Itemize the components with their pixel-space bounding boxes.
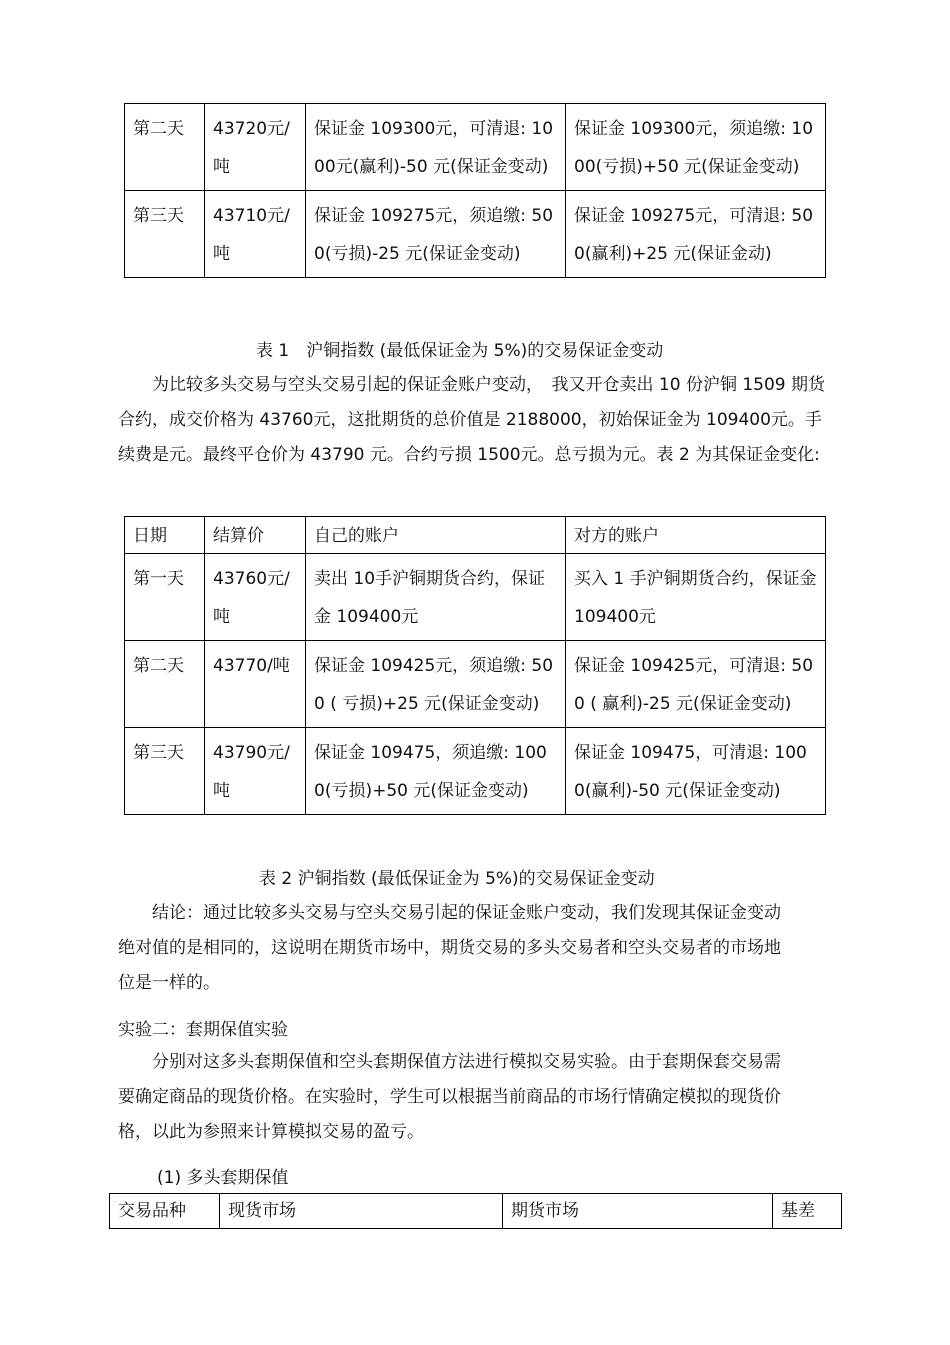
table-cell: 第二天 <box>125 104 205 191</box>
table-cell: 保证金 109275元，须追缴: 500(亏损)-25 元(保证金变动) <box>306 191 566 278</box>
table-row <box>125 641 826 728</box>
table-cell: 第三天 <box>125 728 205 815</box>
table-cell: 第二天 <box>125 641 205 728</box>
table-cell: 保证金 109300元，须追缴: 1000(亏损)+50 元(保证金变动) <box>566 104 826 191</box>
table-2-caption: 表 2 沪铜指数 (最低保证金为 5%)的交易保证金变动 <box>259 869 655 889</box>
table-cell: 43790元/吨 <box>205 728 306 815</box>
table-header-row <box>110 1194 842 1229</box>
table-header: 日期 <box>125 517 205 554</box>
table-header-row <box>125 517 826 554</box>
subheading: (1) 多头套期保值 <box>157 1168 289 1188</box>
margin-table-1 <box>124 103 826 278</box>
table-cell: 买入 1 手沪铜期货合约，保证金 109400元 <box>566 554 826 641</box>
table-header: 自己的账户 <box>306 517 566 554</box>
table-header: 期货市场 <box>503 1194 773 1229</box>
table-row <box>125 191 826 278</box>
table-cell: 43760元/吨 <box>205 554 306 641</box>
table-cell: 保证金 109425元，可清退: 500 ( 赢利)-25 元(保证金变动) <box>566 641 826 728</box>
table-cell: 43720元/吨 <box>205 104 306 191</box>
table-cell: 43710元/吨 <box>205 191 306 278</box>
table-header: 结算价 <box>205 517 306 554</box>
table-header: 交易品种 <box>110 1194 220 1229</box>
table-cell: 保证金 109300元，可清退: 1000元(赢利)-50 元(保证金变动) <box>306 104 566 191</box>
margin-table-2 <box>124 516 826 815</box>
table-header: 基差 <box>773 1194 842 1229</box>
table-row <box>125 554 826 641</box>
table-cell: 保证金 109425元，须追缴: 500 ( 亏损)+25 元(保证金变动) <box>306 641 566 728</box>
table-1-caption: 表 1 沪铜指数 (最低保证金为 5%)的交易保证金变动 <box>256 341 664 361</box>
table-row <box>125 104 826 191</box>
table-cell: 保证金 109475，可清退: 1000(赢利)-50 元(保证金变动) <box>566 728 826 815</box>
paragraph-experiment2: 分别对这多头套期保值和空头套期保值方法进行模拟交易实验。由于套期保套交易需要确定商品的现货价格。在实验时，学生可以根据当前商品的市场行情确定模拟的现货价格，以此为参照来计算模拟交易的盈亏。 <box>118 1052 781 1142</box>
table-cell: 第三天 <box>125 191 205 278</box>
paragraph-intro: 为比较多头交易与空头交易引起的保证金账户变动， 我又开仓卖出 10 份沪铜 1509 期货合约，成交价格为 43760元，这批期货的总价值是 2188000，初始保证金为 109400元。手续费是元。最终平仓价为 43790 元。合约亏损 1500元。总亏损为元。表 2 为其保证金变化: <box>118 375 826 465</box>
table-cell: 保证金 109275元，可清退: 500(赢利)+25 元(保证金动) <box>566 191 826 278</box>
hedging-table <box>109 1193 842 1229</box>
table-cell: 43770/吨 <box>205 641 306 728</box>
table-header: 现货市场 <box>220 1194 503 1229</box>
table-cell: 保证金 109475，须追缴: 1000(亏损)+50 元(保证金变动) <box>306 728 566 815</box>
section-heading: 实验二：套期保值实验 <box>118 1020 288 1040</box>
table-header: 对方的账户 <box>566 517 826 554</box>
table-cell: 第一天 <box>125 554 205 641</box>
table-row <box>125 728 826 815</box>
paragraph-conclusion: 结论：通过比较多头交易与空头交易引起的保证金账户变动，我们发现其保证金变动绝对值的是相同的，这说明在期货市场中，期货交易的多头交易者和空头交易者的市场地位是一样的。 <box>118 903 781 993</box>
table-cell: 卖出 10手沪铜期货合约，保证金 109400元 <box>306 554 566 641</box>
